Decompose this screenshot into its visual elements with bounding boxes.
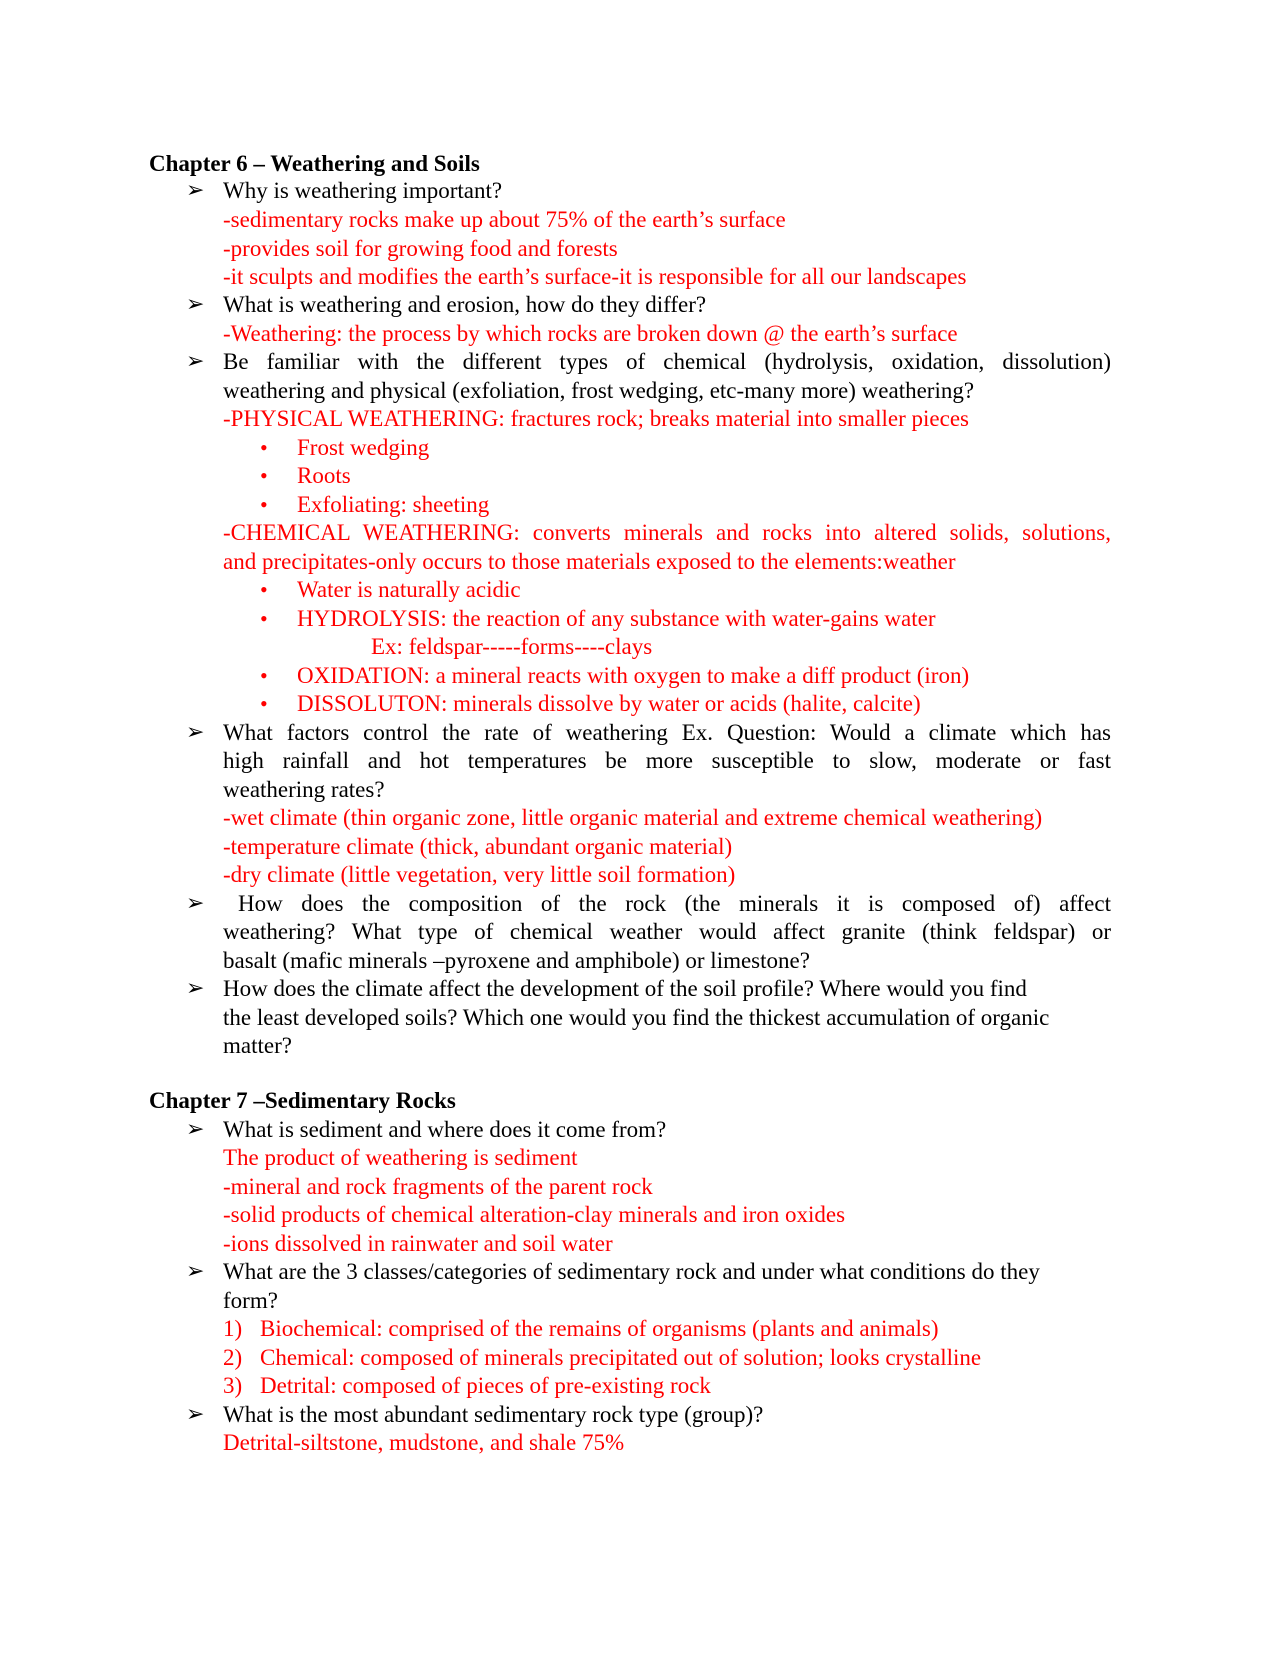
- example-line: Ex: feldspar-----forms----clays: [371, 634, 653, 659]
- question-text: basalt (mafic minerals –pyroxene and amphibole) or limestone?: [223, 948, 810, 973]
- question-text: How does the climate affect the development of the soil profile? Where would you find: [223, 976, 1027, 1001]
- question-text: Be familiar with the different types of chemical (hydrolysis, oxidation, dissolution): [223, 349, 1111, 374]
- answer-line: Detrital-siltstone, mudstone, and shale 75%: [223, 1430, 625, 1455]
- arrow-bullet-icon: ➢: [186, 178, 205, 203]
- arrow-bullet-icon: ➢: [186, 891, 205, 916]
- list-number: 1): [223, 1316, 243, 1341]
- answer-line: -provides soil for growing food and forests: [223, 236, 618, 261]
- question-text: matter?: [223, 1033, 292, 1058]
- list-item: Water is naturally acidic: [297, 577, 521, 602]
- question-text: Why is weathering important?: [223, 178, 503, 203]
- question-text: What is the most abundant sedimentary rock type (group)?: [223, 1402, 764, 1427]
- list-item: OXIDATION: a mineral reacts with oxygen to make a diff product (iron): [297, 663, 970, 688]
- question-text: the least developed soils? Which one would you find the thickest accumulation of organic: [223, 1005, 1050, 1030]
- question-text: What is sediment and where does it come from?: [223, 1117, 667, 1142]
- answer-heading: and precipitates-only occurs to those materials exposed to the elements:weather: [223, 549, 956, 574]
- arrow-bullet-icon: ➢: [186, 720, 205, 745]
- dot-bullet-icon: •: [260, 663, 268, 688]
- dot-bullet-icon: •: [260, 492, 268, 517]
- arrow-bullet-icon: ➢: [186, 976, 205, 1001]
- list-number: 2): [223, 1345, 243, 1370]
- chapter-6-heading: Chapter 6 – Weathering and Soils: [149, 151, 480, 176]
- question-text: weathering? What type of chemical weather would affect granite (think feldspar) or: [223, 919, 1111, 944]
- answer-line: -Weathering: the process by which rocks are broken down @ the earth’s surface: [223, 321, 958, 346]
- list-number: 3): [223, 1373, 243, 1398]
- answer-line: -it sculpts and modifies the earth’s surface-it is responsible for all our landscapes: [223, 264, 967, 289]
- list-item: Biochemical: comprised of the remains of organisms (plants and animals): [260, 1316, 939, 1341]
- question-text: What is weathering and erosion, how do they differ?: [223, 292, 707, 317]
- question-text: weathering rates?: [223, 777, 385, 802]
- question-text: form?: [223, 1288, 278, 1313]
- answer-line: -dry climate (little vegetation, very little soil formation): [223, 862, 736, 887]
- dot-bullet-icon: •: [260, 435, 268, 460]
- answer-heading: -CHEMICAL WEATHERING: converts minerals and rocks into altered solids, solutions,: [223, 520, 1111, 545]
- dot-bullet-icon: •: [260, 463, 268, 488]
- question-text: weathering and physical (exfoliation, frost wedging, etc-many more) weathering?: [223, 378, 975, 403]
- dot-bullet-icon: •: [260, 606, 268, 631]
- arrow-bullet-icon: ➢: [186, 1259, 205, 1284]
- list-item: Exfoliating: sheeting: [297, 492, 490, 517]
- answer-heading: -PHYSICAL WEATHERING: fractures rock; breaks material into smaller pieces: [223, 406, 970, 431]
- answer-line: -sedimentary rocks make up about 75% of the earth’s surface: [223, 207, 786, 232]
- list-item: DISSOLUTON: minerals dissolve by water or acids (halite, calcite): [297, 691, 921, 716]
- dot-bullet-icon: •: [260, 691, 268, 716]
- arrow-bullet-icon: ➢: [186, 292, 205, 317]
- chapter-7-heading: Chapter 7 –Sedimentary Rocks: [149, 1088, 456, 1113]
- arrow-bullet-icon: ➢: [186, 349, 205, 374]
- question-text: What factors control the rate of weathering Ex. Question: Would a climate which has: [223, 720, 1111, 745]
- question-text: What are the 3 classes/categories of sedimentary rock and under what conditions do they: [223, 1259, 1040, 1284]
- arrow-bullet-icon: ➢: [186, 1402, 205, 1427]
- question-text: How does the composition of the rock (the minerals it is composed of) affect: [238, 891, 1111, 916]
- arrow-bullet-icon: ➢: [186, 1117, 205, 1142]
- answer-line: -ions dissolved in rainwater and soil water: [223, 1231, 613, 1256]
- answer-line: -temperature climate (thick, abundant organic material): [223, 834, 733, 859]
- list-item: Detrital: composed of pieces of pre-existing rock: [260, 1373, 711, 1398]
- list-item: Roots: [297, 463, 351, 488]
- answer-line: -solid products of chemical alteration-clay minerals and iron oxides: [223, 1202, 846, 1227]
- question-text: high rainfall and hot temperatures be more susceptible to slow, moderate or fast: [223, 748, 1111, 773]
- list-item: Frost wedging: [297, 435, 430, 460]
- answer-line: -wet climate (thin organic zone, little organic material and extreme chemical weathering): [223, 805, 1043, 830]
- dot-bullet-icon: •: [260, 577, 268, 602]
- answer-line: -mineral and rock fragments of the parent rock: [223, 1174, 653, 1199]
- list-item: Chemical: composed of minerals precipitated out of solution; looks crystalline: [260, 1345, 982, 1370]
- answer-line: The product of weathering is sediment: [223, 1145, 578, 1170]
- list-item: HYDROLYSIS: the reaction of any substance with water-gains water: [297, 606, 936, 631]
